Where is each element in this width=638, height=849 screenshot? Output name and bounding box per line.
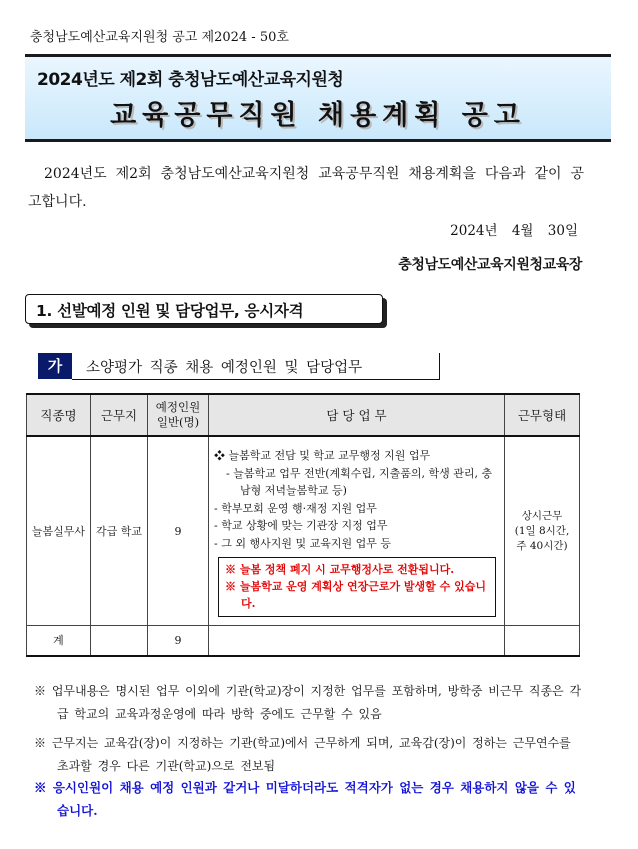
header-count: [148, 394, 209, 436]
warning-line: ※ 늘봄 정책 폐지 시 교무행정사로 전환됩니다.: [225, 563, 455, 576]
note-item-emphasis: ※ 응시인원이 채용 예정 인원과 같거나 미달하더라도 적격자가 없는 경우 채용하지 않을 수 있습니다.: [34, 780, 576, 818]
duty-item: - 그 외 행사지원 및 교육지원 업무 등: [214, 536, 391, 550]
worktype-line3: 주 40시간): [516, 539, 568, 552]
header-worktype: 근무형태: [505, 394, 580, 436]
cell-duty: [209, 436, 505, 626]
banner-title: 교육공무직원 채용계획 공고: [110, 100, 526, 131]
total-label: 계: [27, 626, 91, 656]
section-heading-1: [25, 294, 383, 324]
total-worktype: [505, 626, 580, 656]
cell-place: 각급 학교: [91, 436, 148, 626]
table-row: [27, 436, 580, 626]
issuer-name: 충청남도예산교육지원청교육장: [398, 257, 582, 273]
subsection-label-box: [72, 353, 440, 380]
title-banner: [25, 54, 611, 142]
cell-count: 9: [148, 436, 209, 626]
duty-heading: ❖ 늘봄학교 전담 및 학교 교무행정 지원 업무: [214, 449, 431, 462]
total-duty: [209, 626, 505, 656]
total-count: 9: [148, 626, 209, 656]
header-job: 직종명: [27, 394, 91, 436]
cell-worktype: [505, 436, 580, 626]
header-count-line1: 예정인원: [155, 400, 201, 414]
worktype-line2: (1일 8시간,: [514, 524, 570, 537]
banner-subtitle: 2024년도 제2회 충청남도예산교육지원청: [37, 70, 344, 90]
worktype-line1: 상시근무: [521, 509, 563, 522]
note-item: ※ 업무내용은 명시된 업무 이외에 기관(학교)장이 지정한 업무를 포함하며, 방학중 비근무 직종은 각급 학교의 교육과정운영에 따라 방학 중에도 근무할 수 있음: [34, 684, 582, 721]
note-item: ※ 근무지는 교육감(장)이 지정하는 기관(학교)에서 근무하게 되며, 교육감(장)이 정하는 근무연수를 초과할 경우 다른 기관(학교)으로 전보됨: [34, 736, 571, 773]
section-heading-text: 1. 선발예정 인원 및 담당업무, 응시자격: [36, 302, 304, 320]
header-duty: 담 당 업 무: [209, 394, 505, 436]
duty-item: - 늘봄학교 업무 전반(계획수립, 지출품의, 학생 관리, 충남형 저녁늘봄학교 등): [226, 466, 493, 497]
table-total-row: [27, 626, 580, 656]
notice-date: 2024년 4월 30일: [450, 223, 578, 239]
total-place: [91, 626, 148, 656]
header-count-line2: 일반(명): [156, 415, 200, 429]
subsection-label: 소양평가 직종 채용 예정인원 및 담당업무: [86, 360, 363, 376]
header-place: 근무지: [91, 394, 148, 436]
duty-item: - 학교 상황에 맞는 기관장 지정 업무: [214, 519, 388, 532]
table-header-row: [27, 394, 580, 436]
subsection-badge: 가: [38, 353, 72, 379]
recruitment-table: [26, 393, 580, 657]
notice-number: 충청남도예산교육지원청 공고 제2024 - 50호: [30, 30, 289, 45]
cell-job: 늘봄실무사: [27, 436, 91, 626]
warning-line: ※ 늘봄학교 운영 계획상 연장근로가 발생할 수 있습니다.: [225, 580, 486, 610]
warning-box: [218, 557, 496, 617]
intro-paragraph: 2024년도 제2회 충청남도예산교육지원청 교육공무직원 채용계획을 다음과 같이 공고합니다.: [28, 166, 584, 210]
duty-item: - 학부모회 운영 행·재정 지원 업무: [214, 501, 377, 515]
subsection-heading: [38, 353, 440, 380]
